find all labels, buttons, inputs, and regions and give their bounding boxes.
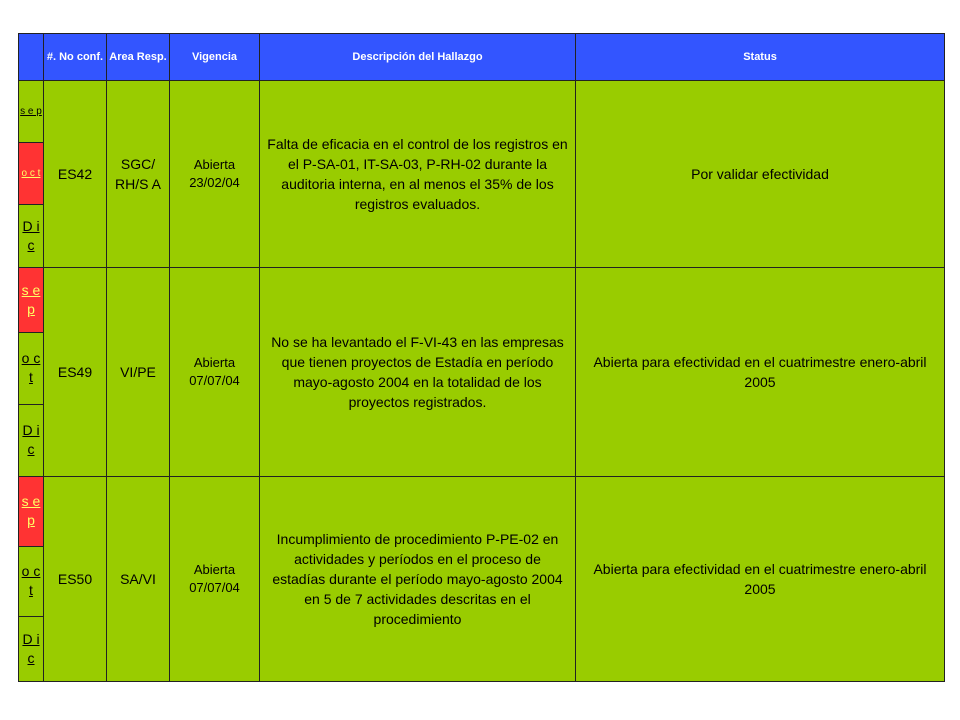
table-row	[19, 476, 945, 546]
description-cell: Incumplimiento de procedimiento P-PE-02 en actividades y períodos en el proceso de estadías durante el período mayo-agosto 2004 en 5 de 7 actividades descritas en el procedimiento	[260, 476, 576, 681]
month-cell-dic: D i c	[19, 204, 44, 267]
header-row	[19, 34, 945, 81]
area-cell: VI/PE	[107, 267, 170, 476]
vigencia-cell: Abierta 07/07/04	[170, 476, 260, 681]
month-cell-sep: s e p	[19, 81, 44, 143]
header-vigencia: Vigencia	[170, 34, 260, 81]
status-cell: Por validar efectividad	[576, 81, 945, 267]
month-cell-oct: o c t	[19, 546, 44, 616]
nc-id: ES42	[44, 81, 107, 267]
vigencia-cell: Abierta 23/02/04	[170, 81, 260, 267]
status-cell: Abierta para efectividad en el cuatrimestre enero-abril 2005	[576, 267, 945, 476]
month-cell-oct: o c t	[19, 332, 44, 404]
vigencia-cell: Abierta 07/07/04	[170, 267, 260, 476]
month-cell-sep: s e p	[19, 267, 44, 332]
month-cell-oct: o c t	[19, 143, 44, 205]
header-nc: #. No conf.	[44, 34, 107, 81]
header-description: Descripción del Hallazgo	[260, 34, 576, 81]
findings-table	[18, 33, 945, 682]
description-cell: Falta de eficacia en el control de los registros en el P-SA-01, IT-SA-03, P-RH-02 durante la auditoria interna, en al menos el 35% de los registros evaluados.	[260, 81, 576, 267]
nc-id: ES49	[44, 267, 107, 476]
header-area: Area Resp.	[107, 34, 170, 81]
month-cell-dic: D i c	[19, 617, 44, 682]
header-status: Status	[576, 34, 945, 81]
status-cell: Abierta para efectividad en el cuatrimestre enero-abril 2005	[576, 476, 945, 681]
table-row	[19, 267, 945, 332]
area-cell: SGC/ RH/S A	[107, 81, 170, 267]
description-cell: No se ha levantado el F-VI-43 en las empresas que tienen proyectos de Estadía en período mayo-agosto 2004 en la totalidad de los proyectos registrados.	[260, 267, 576, 476]
nc-id: ES50	[44, 476, 107, 681]
area-cell: SA/VI	[107, 476, 170, 681]
header-blank-cell	[19, 34, 44, 81]
month-cell-dic: D i c	[19, 404, 44, 476]
table-row	[19, 81, 945, 143]
month-cell-sep: s e p	[19, 476, 44, 546]
